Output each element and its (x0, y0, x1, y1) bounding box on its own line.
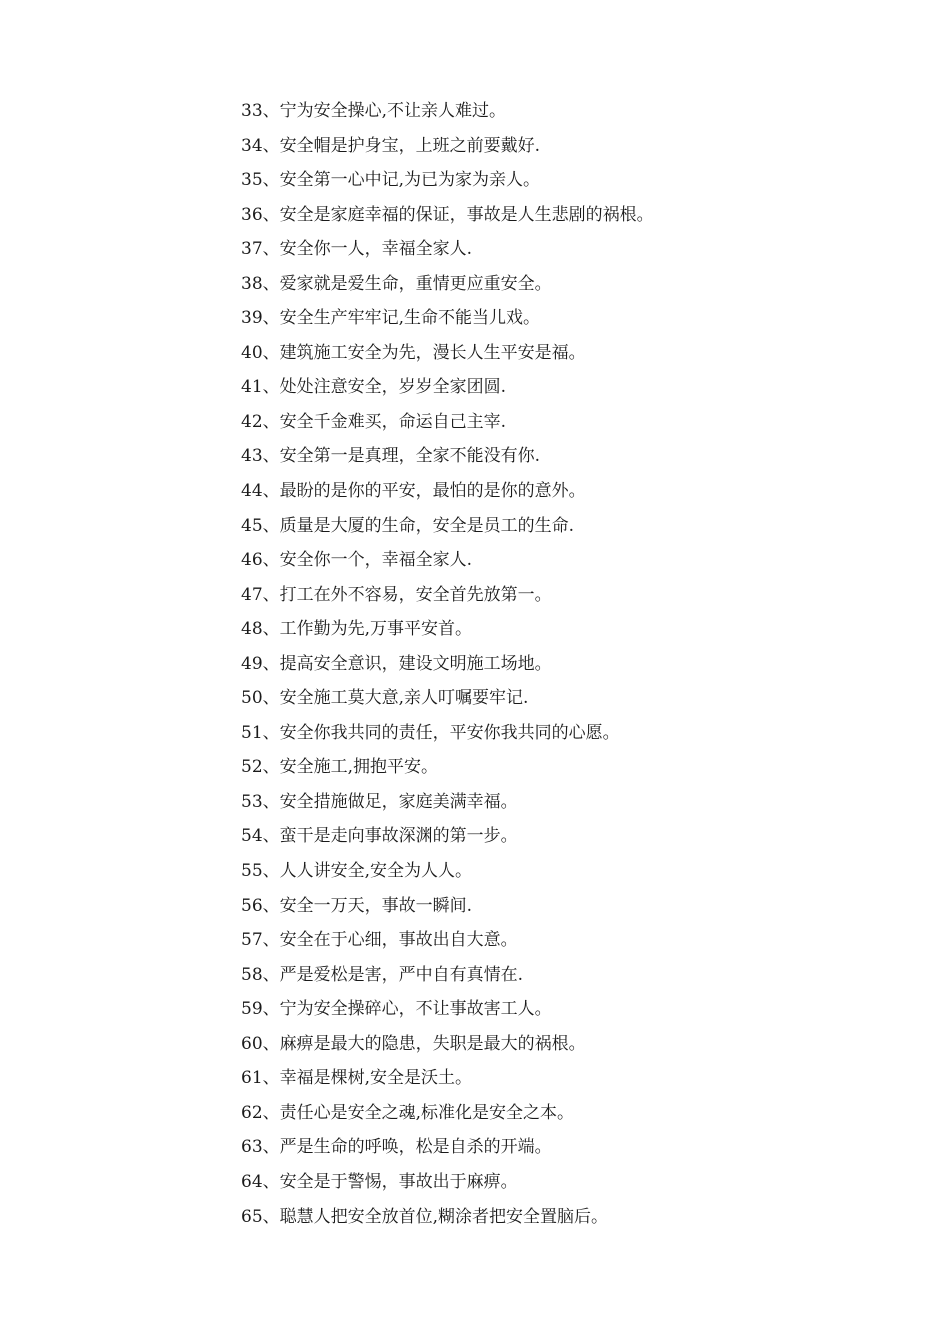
list-item: 42、安全千金难买，命运自己主宰. (241, 411, 507, 432)
list-item: 40、建筑施工安全为先，漫长人生平安是福。 (241, 342, 586, 363)
list-item: 50、安全施工莫大意,亲人叮嘱要牢记. (241, 688, 529, 709)
list-item: 55、人人讲安全,安全为人人。 (241, 861, 473, 882)
list-item: 38、爱家就是爱生命，重情更应重安全。 (241, 273, 552, 294)
list-item: 51、安全你我共同的责任，平安你我共同的心愿。 (241, 722, 620, 743)
list-item: 45、质量是大厦的生命，安全是员工的生命. (241, 515, 575, 536)
list-item: 60、麻痹是最大的隐患，失职是最大的祸根。 (241, 1033, 586, 1054)
list-item: 33、宁为安全操心,不让亲人难过。 (241, 101, 507, 121)
list-item: 47、打工在外不容易，安全首先放第一。 (241, 584, 552, 605)
list-item: 52、安全施工,拥抱平安。 (241, 757, 439, 778)
list-item: 57、安全在于心细，事故出自大意。 (241, 930, 518, 951)
list-item: 37、安全你一人，幸福全家人. (241, 239, 473, 260)
list-item: 48、工作勤为先,万事平安首。 (241, 619, 473, 640)
list-item: 41、处处注意安全，岁岁全家团圆. (241, 377, 507, 398)
list-item: 49、提高安全意识，建设文明施工场地。 (241, 653, 552, 674)
list-item: 58、严是爱松是害，严中自有真情在. (241, 964, 524, 985)
list-item: 59、宁为安全操碎心，不让事故害工人。 (241, 999, 552, 1020)
list-item: 64、安全是于警惕，事故出于麻痹。 (241, 1171, 518, 1192)
list-item: 43、安全第一是真理，全家不能没有你. (241, 446, 541, 467)
list-item: 65、聪慧人把安全放首位,糊涂者把安全置脑后。 (241, 1206, 609, 1227)
list-item: 53、安全措施做足，家庭美满幸福。 (241, 791, 518, 812)
list-item: 62、责任心是安全之魂,标准化是安全之本。 (241, 1102, 575, 1123)
list-item: 46、安全你一个，幸福全家人. (241, 550, 473, 571)
list-item: 56、安全一万天，事故一瞬间. (241, 895, 473, 916)
list-item: 35、安全第一心中记,为已为家为亲人。 (241, 170, 541, 191)
list-item: 36、安全是家庭幸福的保证，事故是人生悲剧的祸根。 (241, 204, 654, 225)
list-item: 34、安全帽是护身宝，上班之前要戴好. (241, 135, 541, 156)
list-item: 61、幸福是棵树,安全是沃土。 (241, 1068, 473, 1089)
list-item: 63、严是生命的呼唤，松是自杀的开端。 (241, 1137, 552, 1158)
list-item: 54、蛮干是走向事故深渊的第一步。 (241, 826, 518, 847)
list-item: 39、安全生产牢牢记,生命不能当儿戏。 (241, 308, 541, 329)
slogan-list (241, 97, 654, 1237)
list-item: 44、最盼的是你的平安，最怕的是你的意外。 (241, 481, 586, 502)
